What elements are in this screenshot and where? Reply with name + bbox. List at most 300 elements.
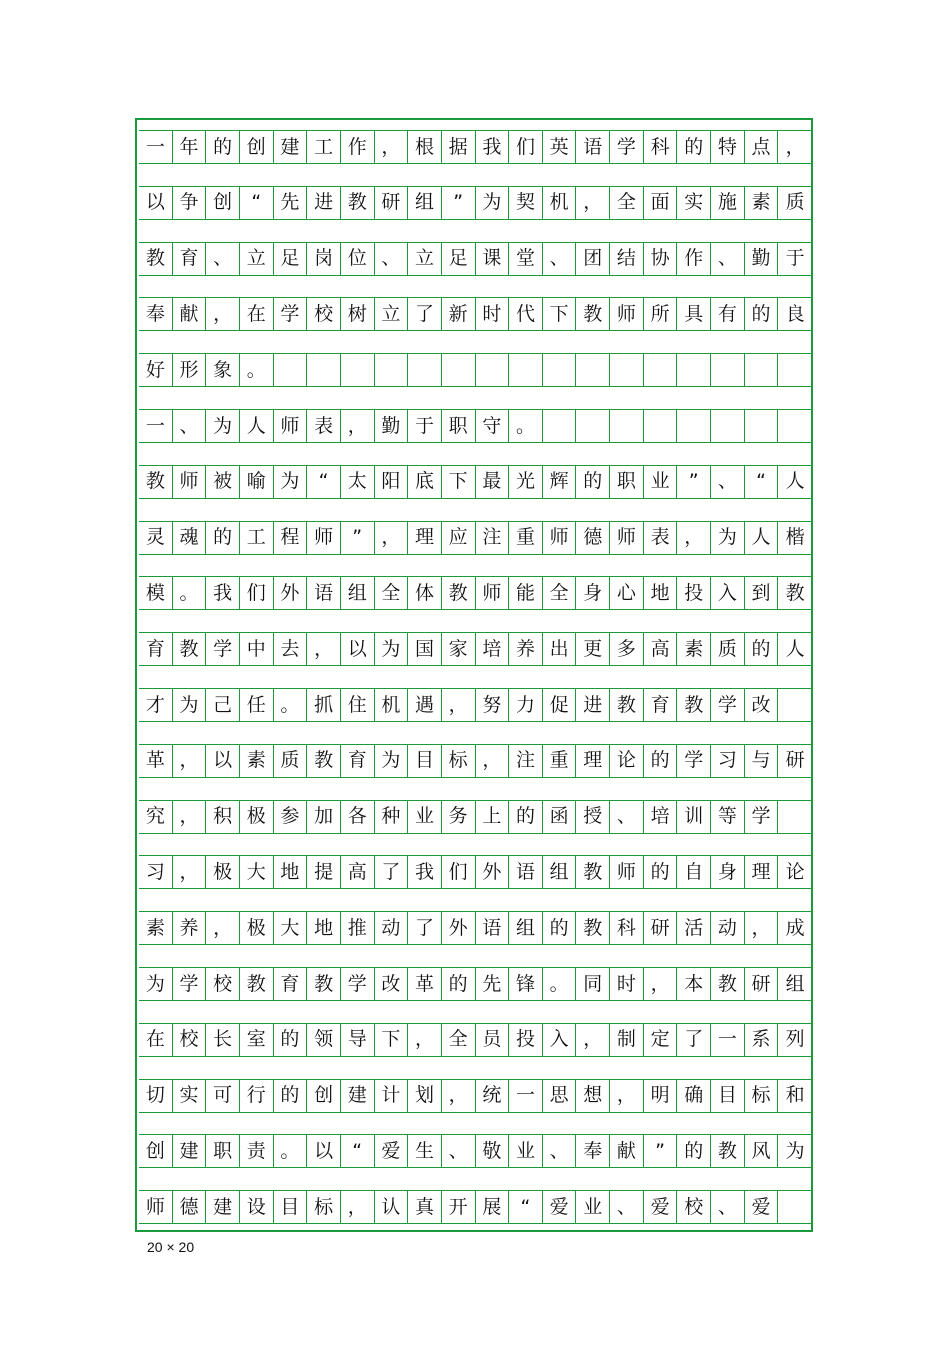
grid-cell: 教	[442, 577, 476, 609]
grid-cell	[778, 801, 812, 833]
grid-cell: 展	[476, 1191, 510, 1223]
grid-row	[139, 1023, 812, 1057]
grid-cell: 明	[644, 1080, 678, 1112]
grid-cell: 标	[745, 1080, 779, 1112]
grid-cell: 的	[677, 131, 711, 163]
grid-cell: 守	[476, 410, 510, 442]
grid-cell: 行	[240, 1080, 274, 1112]
grid-cell: 结	[610, 243, 644, 275]
grid-cell: 开	[442, 1191, 476, 1223]
grid-cell: 素	[240, 745, 274, 777]
grid-cell: 培	[644, 801, 678, 833]
grid-cell: “	[745, 466, 779, 498]
grid-cell: 、	[543, 1135, 577, 1167]
grid-cell: 了	[375, 856, 409, 888]
grid-cell: 研	[785, 749, 805, 772]
grid-cell: 锋	[509, 968, 543, 1000]
grid-cell: 注	[509, 745, 543, 777]
grid-cell: 创	[139, 1135, 173, 1167]
grid-cell: 习	[139, 856, 173, 888]
grid-row	[139, 967, 812, 1001]
grid-cell: 的	[543, 912, 577, 944]
grid-cell: 全	[610, 187, 644, 219]
grid-cell: 全	[375, 577, 409, 609]
grid-cell: 象	[206, 354, 240, 386]
grid-cell: 长	[206, 1024, 240, 1056]
grid-cell: 组	[543, 856, 577, 888]
grid-cell: 师	[610, 298, 644, 330]
grid-cell	[341, 354, 375, 386]
grid-cell: 极	[206, 856, 240, 888]
grid-cell: 高	[644, 633, 678, 665]
grid-cell: 德	[576, 522, 610, 554]
grid-cell: 抓	[307, 689, 341, 721]
grid-cell: 思	[543, 1080, 577, 1112]
grid-cell: ，	[677, 522, 711, 554]
grid-cell: 教	[711, 968, 745, 1000]
grid-cell: ，	[173, 745, 207, 777]
grid-cell: 外	[274, 577, 308, 609]
grid-cell: 进	[576, 689, 610, 721]
grid-cell: 爱	[745, 1191, 779, 1223]
grid-cell: 师	[476, 577, 510, 609]
grid-cell: 的	[677, 1135, 711, 1167]
grid-cell: 参	[274, 801, 308, 833]
grid-cell: 培	[476, 633, 510, 665]
grid-cell: ”	[677, 466, 711, 498]
grid-cell: 论	[610, 745, 644, 777]
grid-cell: 人	[785, 470, 805, 493]
grid-cell: 与	[745, 745, 779, 777]
grid-cell: 训	[677, 801, 711, 833]
grid-cell: 位	[341, 243, 375, 275]
grid-cell: 创	[206, 187, 240, 219]
grid-cell: 研	[745, 968, 779, 1000]
grid-cell: 机	[543, 187, 577, 219]
grid-cell: 职	[610, 466, 644, 498]
grid-cell: 系	[745, 1024, 779, 1056]
grid-cell: 阳	[375, 466, 409, 498]
grid-cell: 人	[745, 522, 779, 554]
grid-cell: 先	[274, 187, 308, 219]
grid-cell: 的	[442, 968, 476, 1000]
grid-cell: 提	[307, 856, 341, 888]
grid-cell: 、	[543, 243, 577, 275]
grid-cell: 建	[206, 1191, 240, 1223]
grid-cell: 具	[677, 298, 711, 330]
grid-cell: ，	[442, 1080, 476, 1112]
grid-cell: 教	[139, 466, 173, 498]
grid-cell: 以	[206, 745, 240, 777]
grid-cell: 导	[341, 1024, 375, 1056]
grid-cell: 确	[677, 1080, 711, 1112]
grid-cell: ，	[408, 1024, 442, 1056]
grid-cell: ”	[644, 1135, 678, 1167]
grid-cell: 学	[274, 298, 308, 330]
grid-cell: 形	[173, 354, 207, 386]
grid-cell: 遇	[408, 689, 442, 721]
grid-cell: ，	[375, 522, 409, 554]
grid-cell: 目	[408, 745, 442, 777]
grid-cell: 人	[785, 637, 805, 660]
grid-cell: 下	[375, 1024, 409, 1056]
grid-cell: 学	[341, 968, 375, 1000]
grid-cell: 上	[476, 801, 510, 833]
grid-cell	[778, 689, 812, 721]
grid-row	[139, 409, 812, 443]
grid-cell: 去	[274, 633, 308, 665]
grid-cell: 教	[240, 968, 274, 1000]
grid-cell: 本	[677, 968, 711, 1000]
grid-cell: 质	[711, 633, 745, 665]
grid-cell	[745, 354, 779, 386]
grid-cell: 列	[785, 1028, 805, 1051]
grid-cell: 注	[476, 522, 510, 554]
grid-cell: 、	[610, 801, 644, 833]
grid-cell: 立	[240, 243, 274, 275]
grid-cell: 爱	[375, 1135, 409, 1167]
grid-cell: 在	[139, 1024, 173, 1056]
grid-row	[139, 353, 812, 387]
grid-cell: 和	[785, 1084, 805, 1107]
grid-cell	[408, 354, 442, 386]
grid-cell: 下	[543, 298, 577, 330]
grid-cell: 语	[307, 577, 341, 609]
grid-cell: 更	[576, 633, 610, 665]
grid-cell: 学	[745, 801, 779, 833]
grid-cell: 职	[442, 410, 476, 442]
grid-cell: 改	[745, 689, 779, 721]
grid-cell: 可	[206, 1080, 240, 1112]
grid-cell: 一	[139, 410, 173, 442]
grid-cell	[307, 354, 341, 386]
grid-cell	[778, 410, 812, 442]
grid-cell: 教	[139, 243, 173, 275]
grid-cell: 重	[509, 522, 543, 554]
grid-cell	[711, 410, 745, 442]
grid-cell: 养	[173, 912, 207, 944]
grid-cell: 的	[274, 1080, 308, 1112]
grid-cell: 契	[509, 187, 543, 219]
grid-cell: 灵	[139, 522, 173, 554]
manuscript-grid	[135, 118, 813, 1232]
grid-cell: ，	[307, 633, 341, 665]
grid-cell: 师	[173, 466, 207, 498]
grid-cell: 、	[610, 1191, 644, 1223]
grid-cell: “	[240, 187, 274, 219]
grid-size-label: 20 × 20	[147, 1239, 195, 1255]
grid-cell: 新	[442, 298, 476, 330]
grid-cell: 的	[509, 801, 543, 833]
grid-cell: 国	[408, 633, 442, 665]
grid-cell: 我	[206, 577, 240, 609]
grid-cell	[543, 354, 577, 386]
grid-cell: 力	[509, 689, 543, 721]
grid-cell: 以	[307, 1135, 341, 1167]
grid-cell: 于	[408, 410, 442, 442]
grid-cell: ，	[644, 968, 678, 1000]
grid-cell: ，	[173, 856, 207, 888]
grid-cell: 师	[610, 856, 644, 888]
grid-cell: 有	[711, 298, 745, 330]
grid-cell: 我	[476, 131, 510, 163]
grid-cell: 时	[610, 968, 644, 1000]
grid-cell	[778, 354, 812, 386]
grid-row	[139, 186, 812, 220]
grid-cell: 组	[785, 972, 805, 995]
grid-cell: 教	[341, 187, 375, 219]
grid-cell: 同	[576, 968, 610, 1000]
grid-cell: 真	[408, 1191, 442, 1223]
grid-cell: 堂	[509, 243, 543, 275]
grid-cell: 实	[173, 1080, 207, 1112]
grid-cell: 们	[509, 131, 543, 163]
grid-cell: 面	[644, 187, 678, 219]
grid-cell: 外	[442, 912, 476, 944]
grid-cell: 创	[307, 1080, 341, 1112]
grid-cell	[778, 1191, 812, 1223]
grid-cell: 团	[576, 243, 610, 275]
grid-cell: 学	[173, 968, 207, 1000]
grid-cell: 教	[307, 968, 341, 1000]
grid-cell: 良	[785, 302, 805, 325]
grid-cell: 划	[408, 1080, 442, 1112]
grid-cell: 心	[610, 577, 644, 609]
grid-cell: 各	[341, 801, 375, 833]
grid-cell: ，	[785, 135, 805, 158]
grid-cell: 下	[442, 466, 476, 498]
grid-cell: 多	[610, 633, 644, 665]
grid-cell: 努	[476, 689, 510, 721]
grid-cell: 职	[206, 1135, 240, 1167]
grid-cell: 了	[677, 1024, 711, 1056]
grid-cell: 为	[375, 633, 409, 665]
grid-cell: 协	[644, 243, 678, 275]
grid-cell: 地	[307, 912, 341, 944]
grid-cell: 科	[644, 131, 678, 163]
grid-cell: 争	[173, 187, 207, 219]
grid-cell: 业	[576, 1191, 610, 1223]
grid-cell	[610, 354, 644, 386]
grid-cell: 、	[442, 1135, 476, 1167]
grid-cell: 组	[341, 577, 375, 609]
grid-cell: 了	[408, 298, 442, 330]
grid-cell: 制	[610, 1024, 644, 1056]
grid-cell: 促	[543, 689, 577, 721]
grid-cell: 育	[139, 633, 173, 665]
grid-cell: 种	[375, 801, 409, 833]
grid-cell: 教	[576, 912, 610, 944]
grid-cell: 函	[543, 801, 577, 833]
grid-cell: ”	[442, 187, 476, 219]
grid-cell: 统	[476, 1080, 510, 1112]
grid-cell: 中	[240, 633, 274, 665]
grid-cell: 素	[139, 912, 173, 944]
grid-cell: 实	[677, 187, 711, 219]
grid-cell: 授	[576, 801, 610, 833]
grid-cell: 被	[206, 466, 240, 498]
grid-cell: 习	[711, 745, 745, 777]
grid-cell: 改	[375, 968, 409, 1000]
grid-cell: 工	[307, 131, 341, 163]
grid-cell: 入	[543, 1024, 577, 1056]
grid-cell: 创	[240, 131, 274, 163]
grid-cell: 地	[644, 577, 678, 609]
grid-cell: 。	[509, 410, 543, 442]
grid-cell: 革	[139, 745, 173, 777]
grid-cell: 以	[341, 633, 375, 665]
grid-cell: 加	[307, 801, 341, 833]
grid-cell: 学	[206, 633, 240, 665]
grid-cell: 质	[785, 191, 805, 214]
grid-cell: 。	[240, 354, 274, 386]
grid-row	[139, 632, 812, 666]
grid-cell: 研	[375, 187, 409, 219]
grid-cell: 模	[139, 577, 173, 609]
grid-cell: 素	[677, 633, 711, 665]
grid-cell: “	[509, 1191, 543, 1223]
grid-cell	[274, 354, 308, 386]
grid-cell: 据	[442, 131, 476, 163]
grid-cell: 特	[711, 131, 745, 163]
grid-cell	[476, 354, 510, 386]
grid-row	[139, 911, 812, 945]
grid-cell: 动	[375, 912, 409, 944]
grid-row	[139, 1190, 812, 1224]
grid-cell: 极	[240, 912, 274, 944]
grid-cell: 根	[408, 131, 442, 163]
grid-cell: 学	[610, 131, 644, 163]
grid-cell: 、	[375, 243, 409, 275]
grid-cell: 、	[711, 1191, 745, 1223]
grid-cell: 育	[274, 968, 308, 1000]
grid-cell: 为	[711, 522, 745, 554]
grid-cell: 年	[173, 131, 207, 163]
grid-cell: 师	[139, 1191, 173, 1223]
grid-cell: 师	[307, 522, 341, 554]
grid-cell: 理	[745, 856, 779, 888]
grid-cell: 太	[341, 466, 375, 498]
grid-cell: 建	[173, 1135, 207, 1167]
grid-cell: 科	[610, 912, 644, 944]
grid-cell: 师	[543, 522, 577, 554]
grid-cell: 设	[240, 1191, 274, 1223]
grid-cell: 大	[240, 856, 274, 888]
grid-row	[139, 521, 812, 555]
grid-cell: 教	[576, 298, 610, 330]
grid-row	[139, 297, 812, 331]
grid-cell: 的	[206, 522, 240, 554]
grid-cell: 己	[206, 689, 240, 721]
grid-cell: 等	[711, 801, 745, 833]
grid-cell: 应	[442, 522, 476, 554]
grid-cell: 住	[341, 689, 375, 721]
grid-cell: 全	[543, 577, 577, 609]
grid-cell: 校	[677, 1191, 711, 1223]
grid-cell: 生	[408, 1135, 442, 1167]
grid-cell: 勤	[375, 410, 409, 442]
grid-cell: 。	[274, 1135, 308, 1167]
grid-row	[139, 465, 812, 499]
grid-cell: 成	[785, 916, 805, 939]
grid-cell: 体	[408, 577, 442, 609]
grid-cell	[711, 354, 745, 386]
grid-cell: 风	[745, 1135, 779, 1167]
grid-cell: 育	[173, 243, 207, 275]
grid-cell: 为	[476, 187, 510, 219]
grid-cell: 切	[139, 1080, 173, 1112]
grid-cell: 献	[610, 1135, 644, 1167]
grid-cell: 先	[476, 968, 510, 1000]
grid-row	[139, 242, 812, 276]
grid-cell: 入	[711, 577, 745, 609]
grid-cell	[543, 410, 577, 442]
grid-cell: 教	[173, 633, 207, 665]
grid-cell: ，	[576, 1024, 610, 1056]
grid-cell: 教	[711, 1135, 745, 1167]
grid-cell	[610, 410, 644, 442]
grid-cell: ，	[173, 801, 207, 833]
grid-cell: 的	[576, 466, 610, 498]
grid-cell: 目	[274, 1191, 308, 1223]
grid-cell: 光	[509, 466, 543, 498]
grid-cell: 推	[341, 912, 375, 944]
grid-cell	[677, 354, 711, 386]
grid-cell: 点	[745, 131, 779, 163]
grid-cell: 动	[711, 912, 745, 944]
grid-cell: 地	[274, 856, 308, 888]
grid-cell: 岗	[307, 243, 341, 275]
grid-cell: 务	[442, 801, 476, 833]
grid-cell: 全	[442, 1024, 476, 1056]
grid-cell: 魂	[173, 522, 207, 554]
grid-cell: 教	[785, 581, 805, 604]
grid-cell: 爱	[644, 1191, 678, 1223]
grid-cell: 研	[644, 912, 678, 944]
grid-cell: 表	[307, 410, 341, 442]
grid-cell: 教	[610, 689, 644, 721]
grid-cell: 育	[644, 689, 678, 721]
grid-cell: 到	[745, 577, 779, 609]
grid-cell: 室	[240, 1024, 274, 1056]
grid-cell: 任	[240, 689, 274, 721]
grid-cell: ，	[610, 1080, 644, 1112]
grid-cell: 理	[576, 745, 610, 777]
grid-cell: 标	[442, 745, 476, 777]
grid-cell	[745, 410, 779, 442]
grid-cell: 献	[173, 298, 207, 330]
grid-cell: 业	[644, 466, 678, 498]
grid-cell: 想	[576, 1080, 610, 1112]
grid-cell: 才	[139, 689, 173, 721]
grid-cell: 家	[442, 633, 476, 665]
grid-cell: 英	[543, 131, 577, 163]
grid-cell: 人	[240, 410, 274, 442]
grid-cell: 。	[543, 968, 577, 1000]
grid-cell: 了	[408, 912, 442, 944]
grid-row	[139, 688, 812, 722]
grid-cell: 业	[408, 801, 442, 833]
grid-row	[139, 1079, 812, 1113]
grid-cell: 建	[341, 1080, 375, 1112]
grid-cell	[576, 410, 610, 442]
grid-cell: 语	[576, 131, 610, 163]
grid-cell: ，	[576, 187, 610, 219]
grid-row	[139, 744, 812, 778]
grid-cell: 组	[509, 912, 543, 944]
grid-cell: 立	[408, 243, 442, 275]
grid-cell: 领	[307, 1024, 341, 1056]
